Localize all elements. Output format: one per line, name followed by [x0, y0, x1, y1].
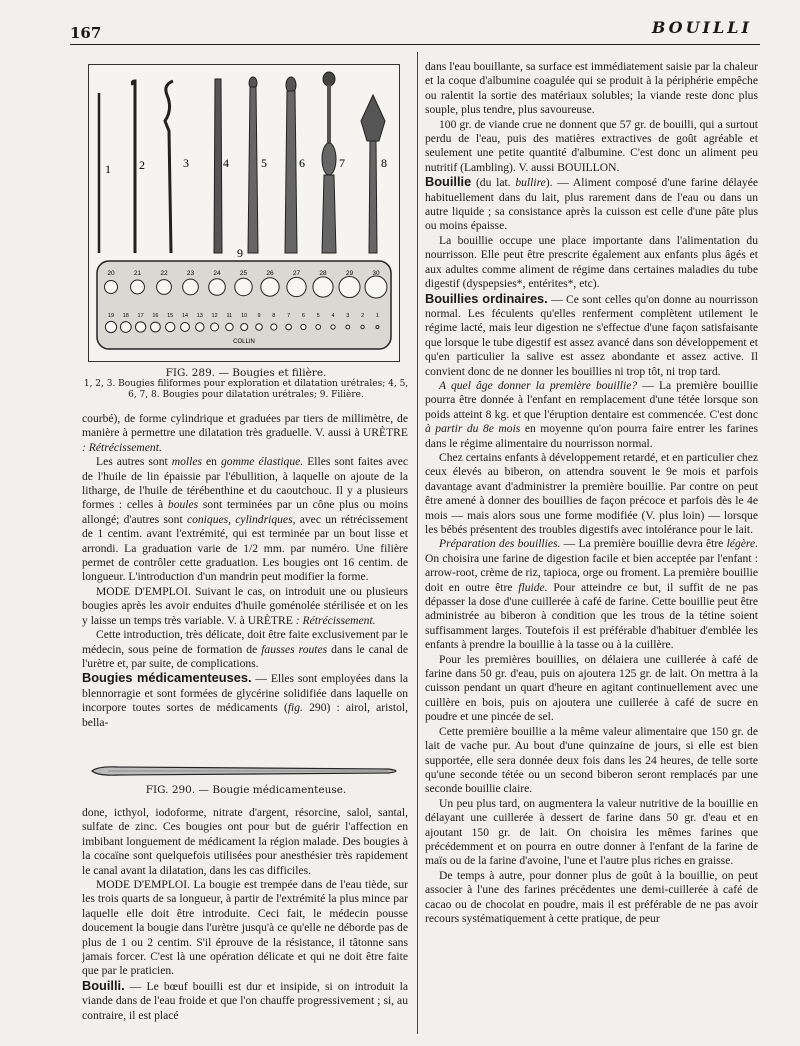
gauge-hole [261, 278, 279, 296]
gauge-hole [183, 279, 199, 295]
gauge-hole [316, 325, 321, 330]
page-number: 167 [70, 24, 102, 42]
entry-heading: Bougies médicamenteuses. [82, 670, 252, 686]
paragraph: MODE D'EMPLOI. La bougie est trempée dans de l'eau tiède, sur les trois quarts de sa longueur, à partir de l'extrémité la plus mince par laquelle elle doit être introduite. Ceci fait, le médecin pousse doucement la bougie dans l'urètre jusqu'à ce qu'elle ne déborde pas de plus de 1 ou 2 centim. S'il éprouve de la résistance, il tâtonne sans jamais forcer. C'est là une opération délicate et qui ne doit être faite que par le praticien. [82, 878, 408, 978]
gauge-number: 13 [196, 313, 203, 319]
gauge-hole [157, 280, 172, 295]
paragraph: Pour les premières bouillies, on délaiera une cuillerée à café de farine dans 50 gr. d'eau, puis on ajoutera 125 gr. de lait. On mettra à la cuisson pendant un quart d'heure en agitant continuellement avec une cuillère en bois, puis on ajoutera une cuillerée à café de sucre en poudre et une pincée de sel. [425, 652, 758, 724]
gauge-hole [135, 322, 145, 332]
paragraph: dans l'eau bouillante, sa surface est immédiatement saisie par la chaleur et la coque d'albumine coagulée qui se produit à la périphérie empêche ou ralentit la sortie des matériaux solubles; la viande reste donc plus souple, plus tendre, plus savoureuse. [425, 60, 758, 117]
right-column [425, 60, 758, 926]
gauge-number: 5 [316, 313, 320, 319]
gauge-number: 21 [133, 270, 142, 277]
paragraph: Cette première bouillie a la même valeur alimentaire que 150 gr. de lait de vache pur. Au bout d'une quinzaine de jours, si elle est bien supportée, elle sera donnée deux fois dans les 24 heures, de telle sorte qu'une seconde tétée ou un second biberon seront remplacés par une seconde bouillie claire. [425, 724, 758, 796]
gauge-number: 1 [375, 313, 379, 319]
figure-290-drawing [88, 763, 408, 779]
gauge-number: 25 [239, 270, 248, 277]
left-column-bottom [82, 806, 408, 1023]
gauge-hole [339, 276, 360, 297]
maker-mark: COLLIN [233, 339, 255, 345]
instrument-label-5: 5 [261, 156, 267, 170]
paragraph: Chez certains enfants à développement retardé, et en particulier chez ceux élevés au biberon, on attendra souvent le 9e mois et parfois davantage avant d'administrer la première bouillie. Par contre on peut être amené à donner des bouillies de façon précoce et parfois dès le 4e mois — mais alors sous une forme modifiée (V. plus loin) — lorsque les bébés présentent des troubles digestifs avec intolérance pour le lait. [425, 450, 758, 536]
gauge-number: 2 [361, 313, 365, 319]
instrument-label-7: 7 [339, 156, 345, 170]
gauge-hole [313, 277, 333, 297]
bougie-2-drawing [132, 81, 145, 253]
gauge-hole [331, 325, 335, 329]
gauge-number: 14 [181, 313, 189, 319]
gauge-number: 29 [345, 270, 354, 277]
gauge-number: 20 [107, 270, 115, 277]
paragraph: Préparation des bouillies. — La première bouillie devra être légère. On choisira une farine de digestion facile et bien acceptée par l'enfant : arrow-root, crème de riz, tapioca, orge ou froment. La première bouillie doit en outre être fluide. Pour atteindre ce but, il suffit de ne pas dépasser la dose d'une cuillerée à café de farine. Cette bouillie peut être administrée au biberon à condition que les trous de la tétine soient suffisamment larges. Toutefois il est préférable d'habituer d'emblée les enfants à prendre la bouillie à la tasse ou à la cuillère. [425, 537, 759, 652]
paragraph: Cette introduction, très délicate, doit être faite exclusivement par le médecin, sous peine de formation de fausses routes dans le canal de l'urètre et, par suite, de complications. [82, 628, 408, 670]
gauge-number: 10 [241, 313, 248, 319]
gauge-hole [235, 278, 253, 296]
gauge-number: 15 [167, 313, 174, 319]
instrument-label-6: 6 [299, 156, 305, 170]
paragraph: done, icthyol, iodoforme, nitrate d'argent, résorcine, salol, santal, sulfate de zinc. Ces bougies ont pour but de guérir l'affection en imbibant longuement de médicament la région malade. Des bougies à la cocaïne sont quelquefois utilisées pour anesthésier très rapidement le canal avant la dilatation, dans les cas difficiles. [82, 806, 408, 877]
gauge-hole [226, 323, 234, 331]
paragraph: Bouillies ordinaires. — Ce sont celles qu'on donne au nourrisson normal. Les féculents qu'elles renferment complètent utilement le régime lacté, mais leur digestion ne s'effectue d'une façon satisfaisante que lorsque le tube digestif est assez avancé dans son développement et qu'en particulier la salive est assez abondante et assez active. Il convient donc de ne donner les bouillies ni trop tôt, ni trop tard. [425, 290, 758, 378]
paragraph: Les autres sont molles en gomme élastique. Elles sont faites avec de l'huile de lin épaissie par l'ébullition, à laquelle on ajoute de la litharge, de l'huile de térébenthine et du caoutchouc. Il y a plusieurs formes : celles à boules sont terminées par un cône plus ou moins allongé; d'autres sont coniques, cylindriques, avec un rétrécissement de 1 centim. avant l'extrémité, qui est terminée par un bout lisse et arrondi. La graduation varie de 1/2 mm. par numéro. Une filière permet de contrôler cette graduation. Les bougies ont 16 centim. de longueur. L'introduction d'un mandrin peut modifier la forme. [82, 455, 409, 584]
gauge-hole [287, 277, 306, 296]
entry-heading: Bouillies ordinaires. [425, 290, 548, 306]
gauge-hole [256, 324, 263, 331]
paragraph: Un peu plus tard, on augmentera la valeur nutritive de la bouillie en délayant une cuillerée à dessert de farine dans 50 gr. d'eau et en ajoutant 150 gr. de lait. On choisira les mêmes farines que précédemment et on pourra en outre donner à l'enfant de la farine de maïs ou de la farine d'avoine, l'une et l'autre plus riches en graisse. [425, 796, 758, 868]
gauge-hole [150, 322, 160, 332]
instrument-label-4: 4 [223, 156, 229, 170]
gauge-hole [196, 323, 204, 331]
entry-heading: Bouillie [425, 174, 472, 190]
bougie-8-drawing [361, 95, 387, 253]
instrument-label-8: 8 [381, 156, 387, 170]
filiere-label: 9 [237, 246, 243, 260]
gauge-number: 27 [292, 270, 301, 277]
gauge-number: 18 [122, 313, 129, 319]
gauge-number: 19 [107, 313, 115, 319]
entry-heading: Bouilli. [82, 977, 125, 993]
figure-289-caption-text: 1, 2, 3. Bougies filiformes pour exploration et dilatation urétrales; 4, 5, 6, 7, 8. Bougies pour dilatation urétrales; 9. Filière. [83, 379, 409, 400]
gauge-hole [211, 323, 219, 331]
gauge-number: 22 [160, 270, 168, 277]
column-divider [417, 52, 418, 1034]
instrument-label-2: 2 [139, 158, 145, 172]
gauge-number: 28 [319, 270, 327, 277]
figure-289-caption [82, 367, 410, 401]
paragraph: Bouillie (du lat. bullire). — Aliment composé d'une farine délayée habituellement dans du lait, plus rarement dans de l'eau ou dans un autre liquide ; sa consistance après la cuisson est celle d'une pâte plus ou moins épaisse. [425, 174, 759, 233]
gauge-number: 16 [152, 313, 159, 319]
bougie-3-drawing [165, 81, 189, 253]
bougie-4-drawing [214, 79, 229, 253]
figure-289-caption-title: FIG. 289. — Bougies et filière. [165, 367, 327, 379]
gauge-number: 4 [331, 313, 335, 319]
gauge-number: 6 [301, 313, 305, 319]
bougie-1-drawing [99, 93, 111, 253]
gauge-hole [181, 323, 190, 332]
running-title: BOUILLI [651, 18, 752, 37]
gauge-hole [105, 281, 118, 294]
bougie-6-drawing [285, 77, 305, 253]
gauge-hole [346, 325, 350, 329]
figure-290-caption: FIG. 290. — Bougie médicamenteuse. [145, 784, 347, 796]
bougies-filiere-illustration [89, 65, 399, 361]
gauge-number: 17 [137, 313, 144, 319]
gauge-hole [286, 324, 292, 330]
figure-289 [88, 64, 400, 362]
gauge-number: 11 [226, 313, 233, 319]
gauge-hole [209, 279, 226, 296]
gauge-number: 7 [287, 313, 291, 319]
gauge-hole [120, 322, 131, 333]
gauge-number: 26 [266, 270, 274, 277]
gauge-hole [105, 321, 116, 332]
left-column-top [82, 412, 408, 730]
paragraph: MODE D'EMPLOI. Suivant le cas, on introduit une ou plusieurs bougies après les avoir enduites d'huile goménolée stérilisée et on les y laisse un temps très variable. V. à URÈTRE : Rétrécissement. [82, 584, 408, 627]
gauge-hole [365, 276, 387, 298]
filiere-plate [97, 261, 391, 349]
paragraph: La bouillie occupe une place importante dans l'alimentation du nourrisson. Elle peut être prescrite également aux enfants plus âgés et aux adultes comme aliment de régime dans certaines maladies du tube digestif (dyspepsies*, entérites*, etc). [425, 233, 758, 291]
paragraph: courbé), de forme cylindrique et graduées par tiers de millimètre, de manière à permettre une dilatation très graduelle. V. aussi à URÈTRE : Rétrécissement. [82, 412, 408, 454]
bougie-7-drawing [322, 72, 345, 253]
gauge-number: 9 [257, 313, 261, 319]
gauge-hole [301, 324, 306, 329]
paragraph: Bougies médicamenteuses. — Elles sont employées dans la blennorragie et sont formées de glycérine solidifiée dans laquelle on incorpore toutes sortes de médicaments (fig. 290) : airol, aristol, bella- [82, 670, 408, 729]
gauge-number: 24 [213, 270, 221, 277]
gauge-hole [376, 326, 379, 329]
header-rule [70, 44, 760, 45]
gauge-number: 23 [186, 270, 195, 277]
paragraph: De temps à autre, pour donner plus de goût à la bouillie, on peut associer à l'une des farines précédentes une demi-cuillerée à café de cacao ou de chocolat en poudre, mais il est préférable de ne pas avoir recours systématiquement à cette pratique, de peur [425, 868, 758, 925]
instrument-label-3: 3 [183, 156, 189, 170]
bougie-5-drawing [248, 77, 267, 253]
paragraph: Bouilli. — Le bœuf bouilli est dur et insipide, si on introduit la viande dans de l'eau froide et que l'on chauffe progressivement ; si, au contraire, il est placé [82, 977, 408, 1022]
gauge-hole [131, 280, 145, 294]
gauge-hole [241, 323, 248, 330]
gauge-number: 30 [372, 270, 380, 277]
gauge-hole [271, 324, 277, 330]
gauge-number: 8 [272, 313, 276, 319]
gauge-number: 12 [211, 313, 218, 319]
instrument-label-1: 1 [105, 162, 111, 176]
gauge-number: 3 [346, 313, 350, 319]
paragraph: 100 gr. de viande crue ne donnent que 57 gr. de bouilli, qui a surtout perdu de l'eau, puis des matières extractives de goût agréable et seulement une petite quantité d'albumine. C'est donc un aliment peu nutritif (Lambling). V. aussi BOUILLON. [425, 117, 758, 174]
gauge-hole [361, 325, 364, 328]
gauge-hole [166, 322, 175, 331]
paragraph: A quel âge donner la première bouillie? — La première bouillie pourra être donnée à l'enfant en remplacement d'une tétée lorsque son poids atteint 8 kg. et que l'éruption dentaire est commencée. C'est donc à partir du 8e mois en moyenne qu'on pourra faire entrer les farines dans le régime alimentaire du nourrisson normal. [425, 378, 759, 450]
